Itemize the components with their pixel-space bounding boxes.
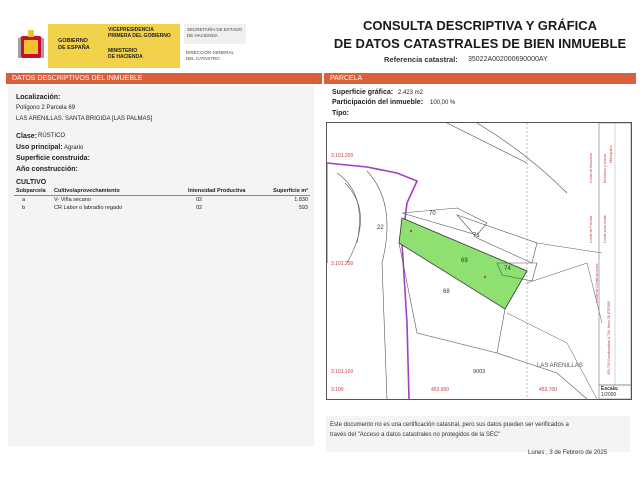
coord-label: 453.600 bbox=[431, 387, 450, 393]
ministerio-line2: DE HACIENDA bbox=[108, 54, 143, 60]
page-title-line2: DE DATOS CATASTRALES DE BIEN INMUEBLE bbox=[333, 36, 627, 51]
legend-item: Límite zona verde bbox=[603, 215, 607, 243]
direccion-line2: DEL CATASTRO bbox=[186, 55, 220, 61]
cadastral-map[interactable] bbox=[326, 122, 632, 400]
clase-label: Clase: bbox=[16, 133, 38, 140]
cultivo-table bbox=[14, 187, 310, 212]
legend-item: Límite de Manzana bbox=[589, 153, 593, 183]
cultivo-label: CULTIVO bbox=[16, 179, 47, 186]
table-cell: b bbox=[22, 205, 26, 211]
table-cell: 02 bbox=[196, 205, 203, 211]
table-header-row bbox=[14, 187, 310, 196]
secretaria-box bbox=[184, 24, 246, 44]
coord-label: 3.101.200 bbox=[331, 153, 354, 159]
page-title-line1: CONSULTA DESCRIPTIVA Y GRÁFICA bbox=[362, 18, 597, 33]
table-header: Superficie m² bbox=[260, 187, 310, 196]
gobierno-line2: DE ESPAÑA bbox=[58, 44, 90, 51]
section-bar-parcela: PARCELA bbox=[324, 73, 636, 84]
parcel-number: 9003 bbox=[473, 369, 486, 375]
sup-grafica-value: 2.423 m2 bbox=[398, 90, 424, 96]
uso-label: Uso principal: bbox=[16, 144, 63, 151]
table-header: Subparcela bbox=[14, 187, 52, 196]
direccion-box bbox=[186, 50, 256, 61]
superficie-construida-label: Superficie construida: bbox=[16, 155, 90, 162]
uso-value: Agrario bbox=[64, 145, 84, 151]
place-label: LAS ARENILLAS bbox=[537, 363, 583, 369]
parcel-number: 70 bbox=[429, 211, 436, 217]
secretaria-line2: DE HACIENDA bbox=[187, 32, 218, 38]
localizacion-label: Localización: bbox=[16, 94, 61, 101]
note-line1: Este documento no es una certificación catastral, pero sus datos pueden ser verificados a bbox=[330, 422, 569, 428]
date-label: Lunes , 3 de Febrero de 2025 bbox=[528, 450, 608, 456]
crest-icon bbox=[16, 28, 46, 64]
localizacion-line1: Polígono 2 Parcela 69 bbox=[16, 105, 76, 111]
vicepresidencia-line2: PRIMERA DEL GOBIERNO bbox=[108, 33, 171, 39]
utm-note: 453,700 Coordenadas U.T.M. Huso 28 ETRS89 bbox=[607, 301, 611, 375]
legend-item: Hidrografía bbox=[609, 145, 613, 163]
table-row bbox=[14, 196, 310, 205]
parcel-number: 22 bbox=[377, 225, 384, 231]
gobierno-line1: GOBIERNO bbox=[58, 38, 88, 44]
escala-value: 1/2000 bbox=[601, 392, 617, 398]
table-cell: 1.830 bbox=[294, 197, 308, 203]
direccion-line1: DIRECCIÓN GENERAL bbox=[186, 50, 235, 55]
disclaimer-note bbox=[326, 416, 630, 452]
localizacion-line2: LAS ARENILLAS. SANTA BRIGIDA [LAS PALMAS] bbox=[16, 116, 153, 122]
anio-label: Año construcción: bbox=[16, 166, 78, 173]
clase-value: RÚSTICO bbox=[38, 133, 65, 139]
secretaria-line1: SECRETARÍA DE ESTADO bbox=[187, 27, 243, 32]
vicepresidencia-box bbox=[104, 24, 180, 68]
participacion-value: 100,00 % bbox=[430, 100, 456, 106]
tipo-label: Tipo: bbox=[332, 110, 349, 117]
table-cell: CR Labor o labradío regado bbox=[54, 205, 123, 211]
table-cell: 593 bbox=[298, 205, 308, 211]
participacion-label: Participación del inmueble: bbox=[332, 99, 424, 106]
legend-item: Mobiliario y aceras bbox=[603, 153, 607, 183]
parcel-number: 68 bbox=[443, 289, 450, 295]
escala-label: Escala: bbox=[601, 386, 619, 392]
table-row bbox=[14, 204, 310, 212]
parcel-number: 69 bbox=[461, 258, 468, 264]
table-cell: 02 bbox=[196, 197, 203, 203]
table-cell: V- Viña secano bbox=[54, 197, 91, 203]
table-header: Cultivo/aprovechamiento bbox=[52, 187, 186, 196]
note-line2: través del "Acceso a datos catastrales no protegidos de la SEC" bbox=[330, 432, 501, 438]
sup-grafica-label: Superficie gráfica: bbox=[332, 89, 394, 96]
section-bar-descriptivos: DATOS DESCRIPTIVOS DEL INMUEBLE bbox=[6, 73, 322, 84]
parcel-number: 74 bbox=[504, 266, 511, 272]
descriptive-panel bbox=[8, 86, 314, 446]
vicepresidencia-line1: VICEPRESIDENCIA bbox=[108, 27, 154, 33]
gobierno-text bbox=[58, 38, 90, 51]
ref-value: 35022A002000690000AY bbox=[468, 56, 548, 63]
coord-label: 3.100 bbox=[331, 387, 344, 393]
coord-label: 3.101.100 bbox=[331, 369, 354, 375]
coord-label: 3.101.200 bbox=[331, 261, 354, 267]
legend-item: Límite de Parcela bbox=[589, 215, 593, 243]
legend-item: Límite de Construcciones bbox=[595, 263, 599, 303]
table-cell: a bbox=[22, 197, 26, 203]
table-header: Intensidad Productiva bbox=[186, 187, 260, 196]
parcel-number: 71 bbox=[473, 233, 480, 239]
ministerio-line1: MINISTERIO bbox=[108, 48, 138, 54]
coord-label: 453.700 bbox=[539, 387, 558, 393]
ref-label: Referencia catastral: bbox=[384, 55, 458, 64]
